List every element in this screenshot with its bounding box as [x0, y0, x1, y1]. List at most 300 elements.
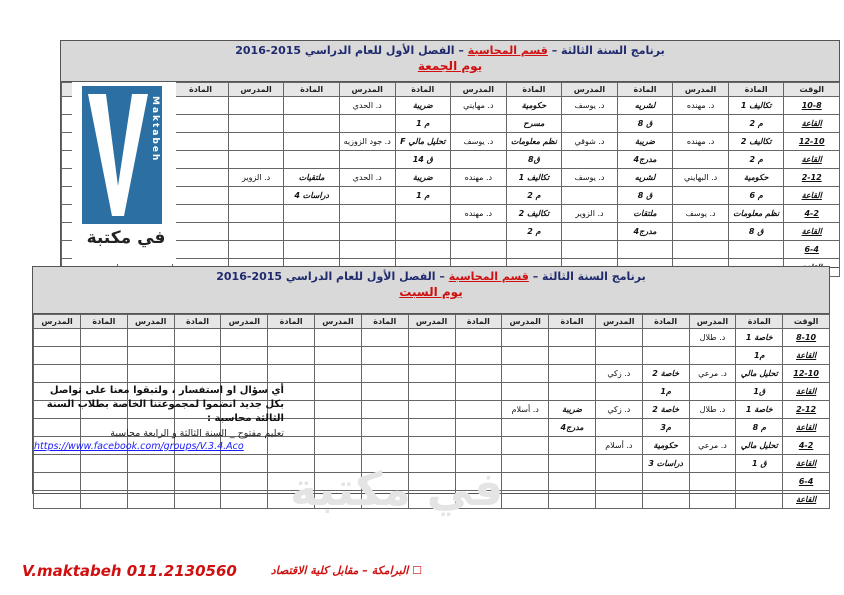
time-cell: 8-10: [783, 329, 830, 347]
schedule-cell: لشريه: [617, 169, 673, 187]
schedule-cell: [562, 241, 618, 259]
schedule-cell: [562, 187, 618, 205]
column-header: المدرس: [595, 315, 642, 329]
schedule-cell: د. أسلام: [595, 437, 642, 455]
schedule-cell: دراسات 3: [642, 455, 689, 473]
schedule-cell: [268, 365, 315, 383]
schedule-cell: [562, 115, 618, 133]
schedule-cell: [408, 347, 455, 365]
saturday-header: [33, 267, 829, 314]
column-header: المدرس: [127, 315, 174, 329]
table-row: [34, 365, 830, 383]
schedule-cell: [268, 329, 315, 347]
schedule-cell: م3: [642, 419, 689, 437]
schedule-cell: د. زكي: [595, 401, 642, 419]
schedule-cell: [34, 329, 81, 347]
schedule-cell: [34, 455, 81, 473]
column-header: المدرس: [228, 83, 284, 97]
schedule-cell: [642, 347, 689, 365]
logo-arabic-text: في مكتبة: [86, 228, 166, 248]
time-cell: 2-12: [784, 169, 840, 187]
schedule-cell: [689, 455, 736, 473]
schedule-cell: [34, 365, 81, 383]
column-header: المادة: [173, 83, 229, 97]
schedule-cell: [173, 241, 229, 259]
schedule-cell: د. يوسف: [562, 169, 618, 187]
schedule-cell: [339, 205, 395, 223]
contact-info: [34, 384, 284, 452]
schedule-cell: [408, 437, 455, 455]
column-header: المدرس: [221, 315, 268, 329]
table-row: [62, 97, 840, 115]
schedule-cell: [562, 151, 618, 169]
schedule-cell: ق 8: [617, 115, 673, 133]
column-header: الوقت: [783, 315, 830, 329]
schedule-cell: [173, 205, 229, 223]
schedule-cell: [284, 133, 340, 151]
schedule-cell: ق 14: [395, 151, 451, 169]
schedule-cell: [689, 347, 736, 365]
schedule-cell: [174, 455, 221, 473]
schedule-cell: [284, 151, 340, 169]
time-cell: القاعة: [783, 383, 830, 401]
schedule-cell: [127, 347, 174, 365]
schedule-cell: د. الحدي: [339, 169, 395, 187]
schedule-cell: د. مرعي: [689, 437, 736, 455]
schedule-cell: [617, 241, 673, 259]
schedule-cell: [284, 97, 340, 115]
schedule-cell: [173, 187, 229, 205]
time-cell: القاعة: [784, 223, 840, 241]
schedule-cell: [315, 365, 362, 383]
schedule-cell: [81, 455, 128, 473]
schedule-cell: [174, 473, 221, 491]
schedule-cell: [228, 115, 284, 133]
schedule-cell: [408, 383, 455, 401]
schedule-cell: [455, 365, 502, 383]
schedule-cell: ق8: [506, 151, 562, 169]
schedule-cell: [673, 187, 729, 205]
schedule-cell: ضريبة: [549, 401, 596, 419]
schedule-cell: [228, 97, 284, 115]
schedule-cell: د. مرعي: [689, 365, 736, 383]
schedule-cell: [451, 223, 507, 241]
schedule-cell: [642, 473, 689, 491]
column-header: المادة: [506, 83, 562, 97]
schedule-cell: حكومية: [728, 169, 784, 187]
schedule-cell: [673, 241, 729, 259]
schedule-cell: [549, 455, 596, 473]
column-header: المدرس: [502, 315, 549, 329]
footer-brand: V.maktabeh 011.2130560: [22, 562, 237, 580]
schedule-cell: حكومية: [506, 97, 562, 115]
schedule-cell: [502, 365, 549, 383]
schedule-cell: [562, 223, 618, 241]
schedule-cell: تكاليف 2: [728, 133, 784, 151]
schedule-cell: [408, 419, 455, 437]
schedule-cell: [361, 401, 408, 419]
schedule-cell: [549, 491, 596, 509]
schedule-cell: نظم معلومات: [728, 205, 784, 223]
schedule-cell: مدرج4: [617, 223, 673, 241]
schedule-cell: ق 8: [617, 187, 673, 205]
schedule-cell: [127, 329, 174, 347]
schedule-cell: [689, 473, 736, 491]
time-cell: القاعة: [784, 187, 840, 205]
schedule-cell: [455, 347, 502, 365]
schedule-cell: [228, 241, 284, 259]
schedule-cell: د. يوسف: [562, 97, 618, 115]
column-header: المادة: [455, 315, 502, 329]
schedule-cell: م 2: [728, 115, 784, 133]
footer: [22, 558, 432, 584]
logo-v-icon: [88, 94, 148, 216]
time-cell: 12-10: [783, 365, 830, 383]
table-row: [62, 241, 840, 259]
header-row: [34, 315, 830, 329]
schedule-cell: [502, 473, 549, 491]
schedule-cell: [642, 329, 689, 347]
schedule-cell: [455, 419, 502, 437]
table-row: [62, 169, 840, 187]
group-name: تعليم مفتوح _ السنة الثالثة و الرابعة محاسبة: [110, 428, 284, 439]
saturday-schedule-sheet: [32, 266, 830, 504]
schedule-cell: [339, 115, 395, 133]
schedule-cell: [221, 347, 268, 365]
column-header: المدرس: [408, 315, 455, 329]
column-header: المدرس: [673, 83, 729, 97]
column-header: المادة: [268, 315, 315, 329]
schedule-cell: [127, 455, 174, 473]
table-row: [62, 133, 840, 151]
schedule-cell: [689, 383, 736, 401]
schedule-cell: [502, 419, 549, 437]
schedule-cell: [228, 205, 284, 223]
schedule-cell: ضريبة: [395, 169, 451, 187]
schedule-cell: [268, 347, 315, 365]
logo-tile: [82, 86, 162, 224]
schedule-cell: [595, 491, 642, 509]
schedule-cell: د. أسلام: [502, 401, 549, 419]
schedule-cell: د. جود الزوزيه: [339, 133, 395, 151]
column-header: المادة: [361, 315, 408, 329]
schedule-cell: مدرج4: [549, 419, 596, 437]
schedule-cell: د. مهنده: [451, 169, 507, 187]
column-header: المدرس: [451, 83, 507, 97]
schedule-cell: [221, 365, 268, 383]
schedule-cell: د. الزوير: [228, 169, 284, 187]
schedule-cell: [127, 473, 174, 491]
schedule-cell: [81, 347, 128, 365]
schedule-cell: [174, 329, 221, 347]
schedule-cell: م1: [736, 347, 783, 365]
schedule-cell: [451, 151, 507, 169]
schedule-cell: [451, 241, 507, 259]
schedule-cell: نظم معلومات: [506, 133, 562, 151]
schedule-cell: [408, 401, 455, 419]
column-header: المدرس: [315, 315, 362, 329]
schedule-cell: [408, 329, 455, 347]
schedule-cell: [228, 223, 284, 241]
time-cell: 6-4: [783, 473, 830, 491]
schedule-cell: [81, 365, 128, 383]
schedule-cell: [339, 187, 395, 205]
schedule-cell: د. يوسف: [673, 205, 729, 223]
column-header: المدرس: [562, 83, 618, 97]
schedule-cell: حكومية: [642, 437, 689, 455]
header-row: [62, 83, 840, 97]
schedule-cell: [549, 347, 596, 365]
schedule-cell: [395, 241, 451, 259]
schedule-cell: [81, 491, 128, 509]
schedule-cell: [595, 329, 642, 347]
schedule-cell: [127, 491, 174, 509]
schedule-cell: خاصة 1: [736, 401, 783, 419]
schedule-cell: [174, 347, 221, 365]
schedule-cell: [284, 205, 340, 223]
schedule-cell: [173, 223, 229, 241]
schedule-cell: تحليل مالي F: [395, 133, 451, 151]
schedule-cell: [455, 329, 502, 347]
schedule-cell: [736, 491, 783, 509]
schedule-cell: [502, 383, 549, 401]
schedule-cell: ق 1: [736, 455, 783, 473]
schedule-cell: تحليل مالي: [736, 365, 783, 383]
time-cell: القاعة: [784, 151, 840, 169]
schedule-cell: [549, 437, 596, 455]
schedule-cell: [673, 223, 729, 241]
table-row: [34, 329, 830, 347]
column-header: المادة: [617, 83, 673, 97]
schedule-cell: [34, 491, 81, 509]
schedule-cell: د. مهنده: [673, 133, 729, 151]
schedule-cell: م 2: [728, 151, 784, 169]
schedule-cell: [451, 187, 507, 205]
schedule-cell: [34, 347, 81, 365]
schedule-cell: ضريبة: [395, 97, 451, 115]
schedule-cell: د. الحدي: [339, 97, 395, 115]
schedule-cell: خاصة 1: [736, 329, 783, 347]
schedule-cell: [173, 133, 229, 151]
schedule-cell: [284, 223, 340, 241]
saturday-day-label: يوم السبت: [399, 285, 463, 299]
schedule-cell: [228, 133, 284, 151]
schedule-cell: [595, 347, 642, 365]
schedule-cell: [34, 473, 81, 491]
schedule-cell: دراسات 4: [284, 187, 340, 205]
schedule-cell: [221, 329, 268, 347]
facebook-group-link[interactable]: https://www.facebook.com/groups/V.3.4.Aco: [34, 441, 244, 452]
footer-address: ☐ البرامكة – مقابل كلية الاقتصاد: [270, 564, 422, 577]
time-cell: 12-10: [784, 133, 840, 151]
schedule-cell: ق 8: [728, 223, 784, 241]
table-row: [62, 187, 840, 205]
schedule-cell: [595, 473, 642, 491]
schedule-cell: تحليل مالي: [736, 437, 783, 455]
schedule-cell: م 2: [506, 187, 562, 205]
schedule-cell: [221, 473, 268, 491]
schedule-cell: [315, 347, 362, 365]
schedule-cell: [339, 241, 395, 259]
schedule-cell: [673, 115, 729, 133]
schedule-cell: م 2: [506, 223, 562, 241]
schedule-cell: [728, 241, 784, 259]
column-header: المادة: [736, 315, 783, 329]
schedule-cell: د. زكي: [595, 365, 642, 383]
schedule-cell: [228, 187, 284, 205]
schedule-cell: [173, 169, 229, 187]
friday-schedule-sheet: [60, 40, 840, 268]
schedule-cell: د. طلال: [689, 329, 736, 347]
column-header: المادة: [395, 83, 451, 97]
schedule-cell: [549, 383, 596, 401]
schedule-cell: [361, 383, 408, 401]
schedule-cell: م 8: [736, 419, 783, 437]
table-row: [62, 205, 840, 223]
schedule-cell: [736, 473, 783, 491]
schedule-cell: [408, 365, 455, 383]
schedule-cell: [315, 383, 362, 401]
column-header: الوقت: [784, 83, 840, 97]
schedule-cell: خاصة 2: [642, 401, 689, 419]
schedule-cell: [502, 437, 549, 455]
schedule-cell: [595, 455, 642, 473]
schedule-cell: [361, 419, 408, 437]
table-row: [62, 115, 840, 133]
schedule-cell: [689, 419, 736, 437]
schedule-cell: [315, 401, 362, 419]
schedule-cell: م 6: [728, 187, 784, 205]
schedule-cell: د. مهايني: [451, 97, 507, 115]
schedule-cell: [595, 419, 642, 437]
schedule-cell: تكاليف 1: [506, 169, 562, 187]
schedule-cell: ضريبة: [617, 133, 673, 151]
schedule-cell: [228, 151, 284, 169]
schedule-cell: د. مهنده: [451, 205, 507, 223]
schedule-cell: د. طلال: [689, 401, 736, 419]
friday-title: برنامج السنة الثالثة – قسم المحاسبة – الفصل الأول للعام الدراسي 2015-2016: [235, 44, 665, 57]
table-row: [34, 347, 830, 365]
schedule-cell: [221, 491, 268, 509]
schedule-cell: مدرج4: [617, 151, 673, 169]
saturday-title: برنامج السنة الثالثة – قسم المحاسبة – الفصل الأول للعام الدراسي 2015-2016: [216, 270, 646, 283]
schedule-cell: [315, 329, 362, 347]
schedule-cell: [339, 151, 395, 169]
schedule-cell: تكاليف 2: [506, 205, 562, 223]
schedule-cell: [361, 437, 408, 455]
schedule-cell: لشريه: [617, 97, 673, 115]
time-cell: القاعة: [783, 419, 830, 437]
column-header: المادة: [642, 315, 689, 329]
column-header: المادة: [174, 315, 221, 329]
schedule-cell: ق1: [736, 383, 783, 401]
schedule-cell: [221, 455, 268, 473]
schedule-cell: [395, 223, 451, 241]
schedule-cell: مسرح: [506, 115, 562, 133]
time-cell: القاعة: [783, 491, 830, 509]
time-cell: 10-8: [784, 97, 840, 115]
schedule-cell: [455, 437, 502, 455]
column-header: المادة: [728, 83, 784, 97]
time-cell: 2-12: [783, 401, 830, 419]
time-cell: 4-2: [783, 437, 830, 455]
contact-message: أي سؤال او استفسار ، ولتبقوا معنا على تواصل بكل جديد انضموا لمجموعتنا الخاصة بطلاب السنة الثالثة محاسبة :: [46, 385, 284, 424]
schedule-cell: [361, 329, 408, 347]
schedule-cell: [502, 347, 549, 365]
schedule-cell: [673, 151, 729, 169]
schedule-cell: [506, 241, 562, 259]
friday-day-label: يوم الجمعة: [417, 59, 483, 73]
schedule-cell: م1: [642, 383, 689, 401]
schedule-cell: م 1: [395, 187, 451, 205]
schedule-cell: تكاليف 1: [728, 97, 784, 115]
schedule-cell: د. مهنده: [673, 97, 729, 115]
schedule-cell: د. البهايني: [673, 169, 729, 187]
schedule-cell: [81, 329, 128, 347]
schedule-cell: [127, 365, 174, 383]
schedule-cell: [315, 437, 362, 455]
column-header: المدرس: [339, 83, 395, 97]
schedule-cell: [173, 97, 229, 115]
schedule-cell: [361, 347, 408, 365]
column-header: المادة: [284, 83, 340, 97]
schedule-cell: م 1: [395, 115, 451, 133]
schedule-cell: [284, 115, 340, 133]
schedule-cell: [502, 491, 549, 509]
time-cell: القاعة: [783, 347, 830, 365]
schedule-cell: [174, 365, 221, 383]
friday-header: [61, 41, 839, 82]
schedule-cell: [549, 473, 596, 491]
time-cell: 6-4: [784, 241, 840, 259]
schedule-cell: [81, 473, 128, 491]
schedule-cell: خاصة 2: [642, 365, 689, 383]
schedule-cell: د. يوسف: [451, 133, 507, 151]
schedule-cell: [549, 329, 596, 347]
schedule-cell: [395, 205, 451, 223]
logo-vertical-text: Maktabeh: [150, 96, 160, 163]
schedule-cell: [642, 491, 689, 509]
table-row: [62, 223, 840, 241]
schedule-cell: [502, 329, 549, 347]
schedule-cell: [689, 491, 736, 509]
schedule-cell: [455, 401, 502, 419]
schedule-cell: [451, 115, 507, 133]
schedule-cell: [173, 151, 229, 169]
schedule-cell: [339, 223, 395, 241]
column-header: المدرس: [34, 315, 81, 329]
schedule-cell: [284, 241, 340, 259]
column-header: المدرس: [689, 315, 736, 329]
watermark: في مكتبة: [290, 462, 504, 516]
maktabeh-logo: [72, 82, 176, 264]
schedule-cell: ملتقيات: [284, 169, 340, 187]
schedule-cell: [361, 365, 408, 383]
schedule-cell: [174, 491, 221, 509]
schedule-cell: ملتقات: [617, 205, 673, 223]
schedule-cell: [595, 383, 642, 401]
schedule-cell: [455, 383, 502, 401]
schedule-cell: [315, 419, 362, 437]
column-header: المادة: [549, 315, 596, 329]
time-cell: القاعة: [784, 115, 840, 133]
time-cell: 4-2: [784, 205, 840, 223]
table-row: [62, 151, 840, 169]
schedule-cell: [502, 455, 549, 473]
schedule-cell: [549, 365, 596, 383]
schedule-cell: [173, 115, 229, 133]
time-cell: القاعة: [783, 455, 830, 473]
